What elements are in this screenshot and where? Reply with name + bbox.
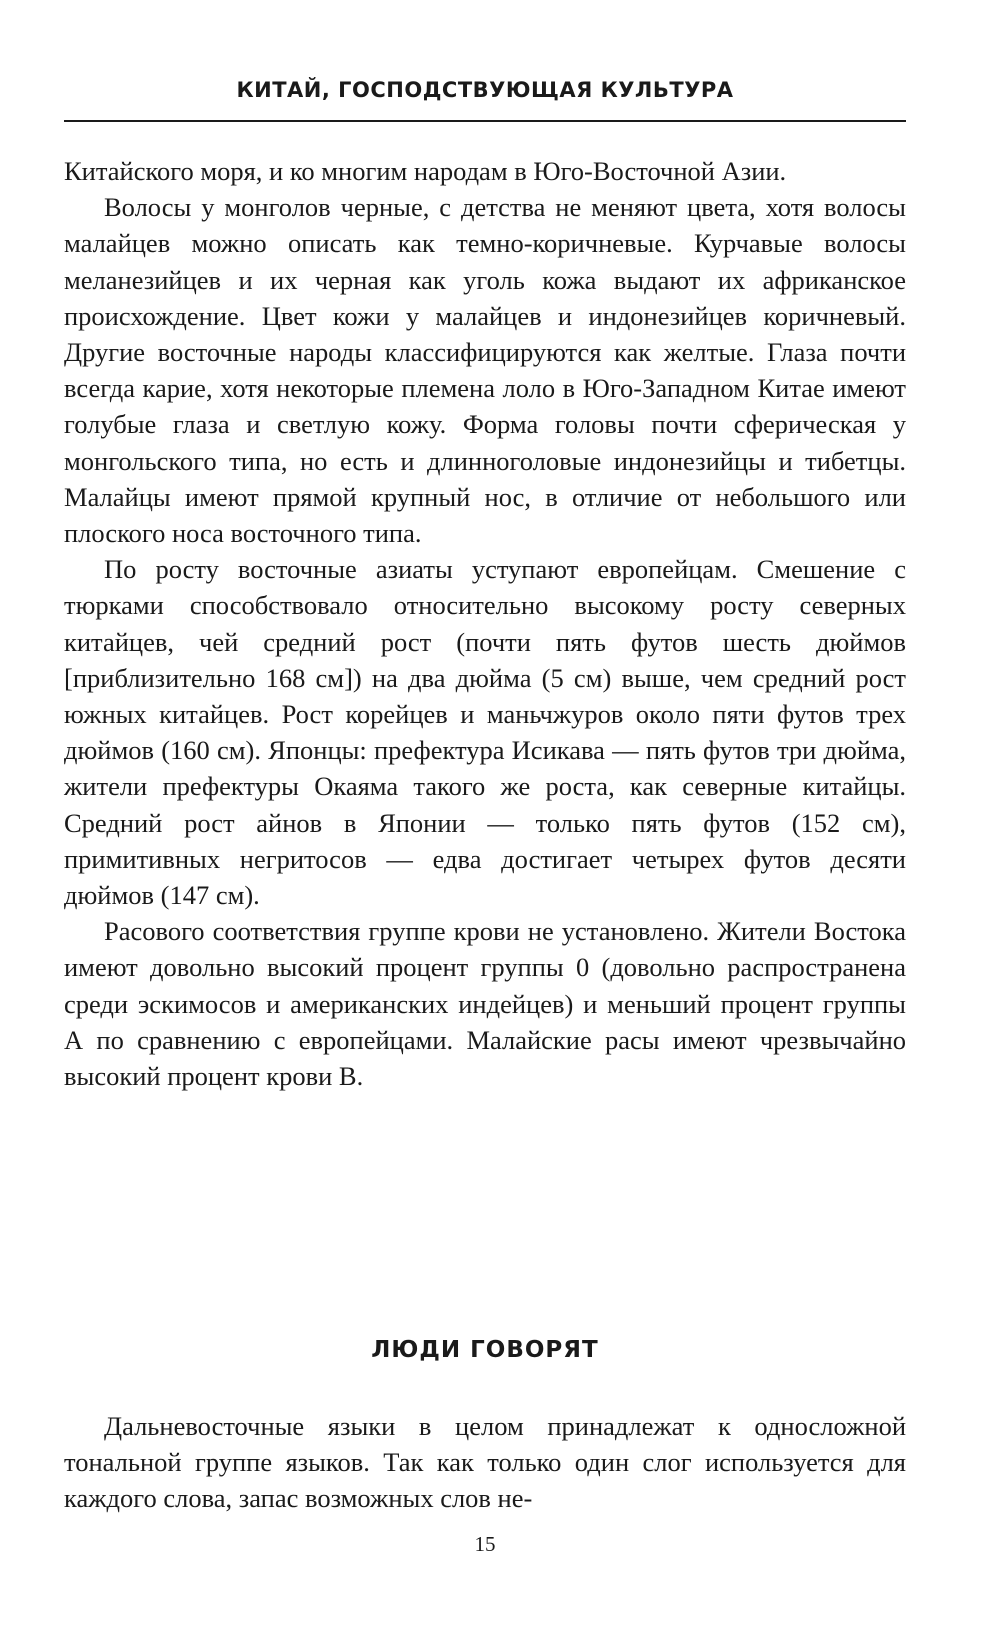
paragraph: По росту восточные азиаты уступают европейцам. Смешение с тюрками способствовало относительно высокому росту северных китайцев, чей средний рост (почти пять футов шесть дюймов [приблизительно 168 см]) на два дюйма (5 см) выше, чем средний рост южных китайцев. Рост корейцев и маньчжуров около пяти футов трех дюймов (160 см). Японцы: префектура Исикава — пять футов три дюйма, жители префектуры Окаяма такого же роста, как северные китайцы. Средний рост айнов в Японии — только пять футов (152 см), примитивных негритосов — едва достигает четырех футов десяти дюймов (147 см). [64,554,906,911]
book-page [64,0,906,1630]
paragraph: Китайского моря, и ко многим народам в Юго-Восточной Азии. [64,156,787,186]
main-text [64,153,906,1094]
section-heading: ЛЮДИ ГОВОРЯТ [371,1337,599,1363]
paragraph: Волосы у монголов черные, с детства не меняют цвета, хотя волосы малайцев можно описать как темно-коричневые. Курчавые волосы меланезийцев и их черная как уголь кожа выдают их африканское происхождение. Цвет кожи у малайцев и индонезийцев коричневый. Другие восточные народы классифицируются как желтые. Глаза почти всегда карие, хотя некоторые племена лоло в Юго-Западном Китае имеют голубые глаза и светлую кожу. Форма головы почти сферическая у монгольского типа, но есть и длинноголовые индонезийцы и тибетцы. Малайцы имеют прямой крупный нос, в отличие от небольшого или плоского носа восточного типа. [64,192,906,549]
header-rule [64,120,906,122]
section-text [64,1408,906,1517]
paragraph: Дальневосточные языки в целом принадлежат к односложной тональной группе языков. Так как только один слог используется для каждого слова, запас возможных слов не- [64,1411,906,1514]
running-head: КИТАЙ, ГОСПОДСТВУЮЩАЯ КУЛЬТУРА [236,78,734,102]
paragraph: Расового соответствия группе крови не установлено. Жители Востока имеют довольно высокий процент группы 0 (довольно распространена среди эскимосов и американских индейцев) и меньший процент группы А по сравнению с европейцами. Малайские расы имеют чрезвычайно высокий процент крови В. [64,916,906,1092]
page-number: 15 [474,1532,496,1556]
